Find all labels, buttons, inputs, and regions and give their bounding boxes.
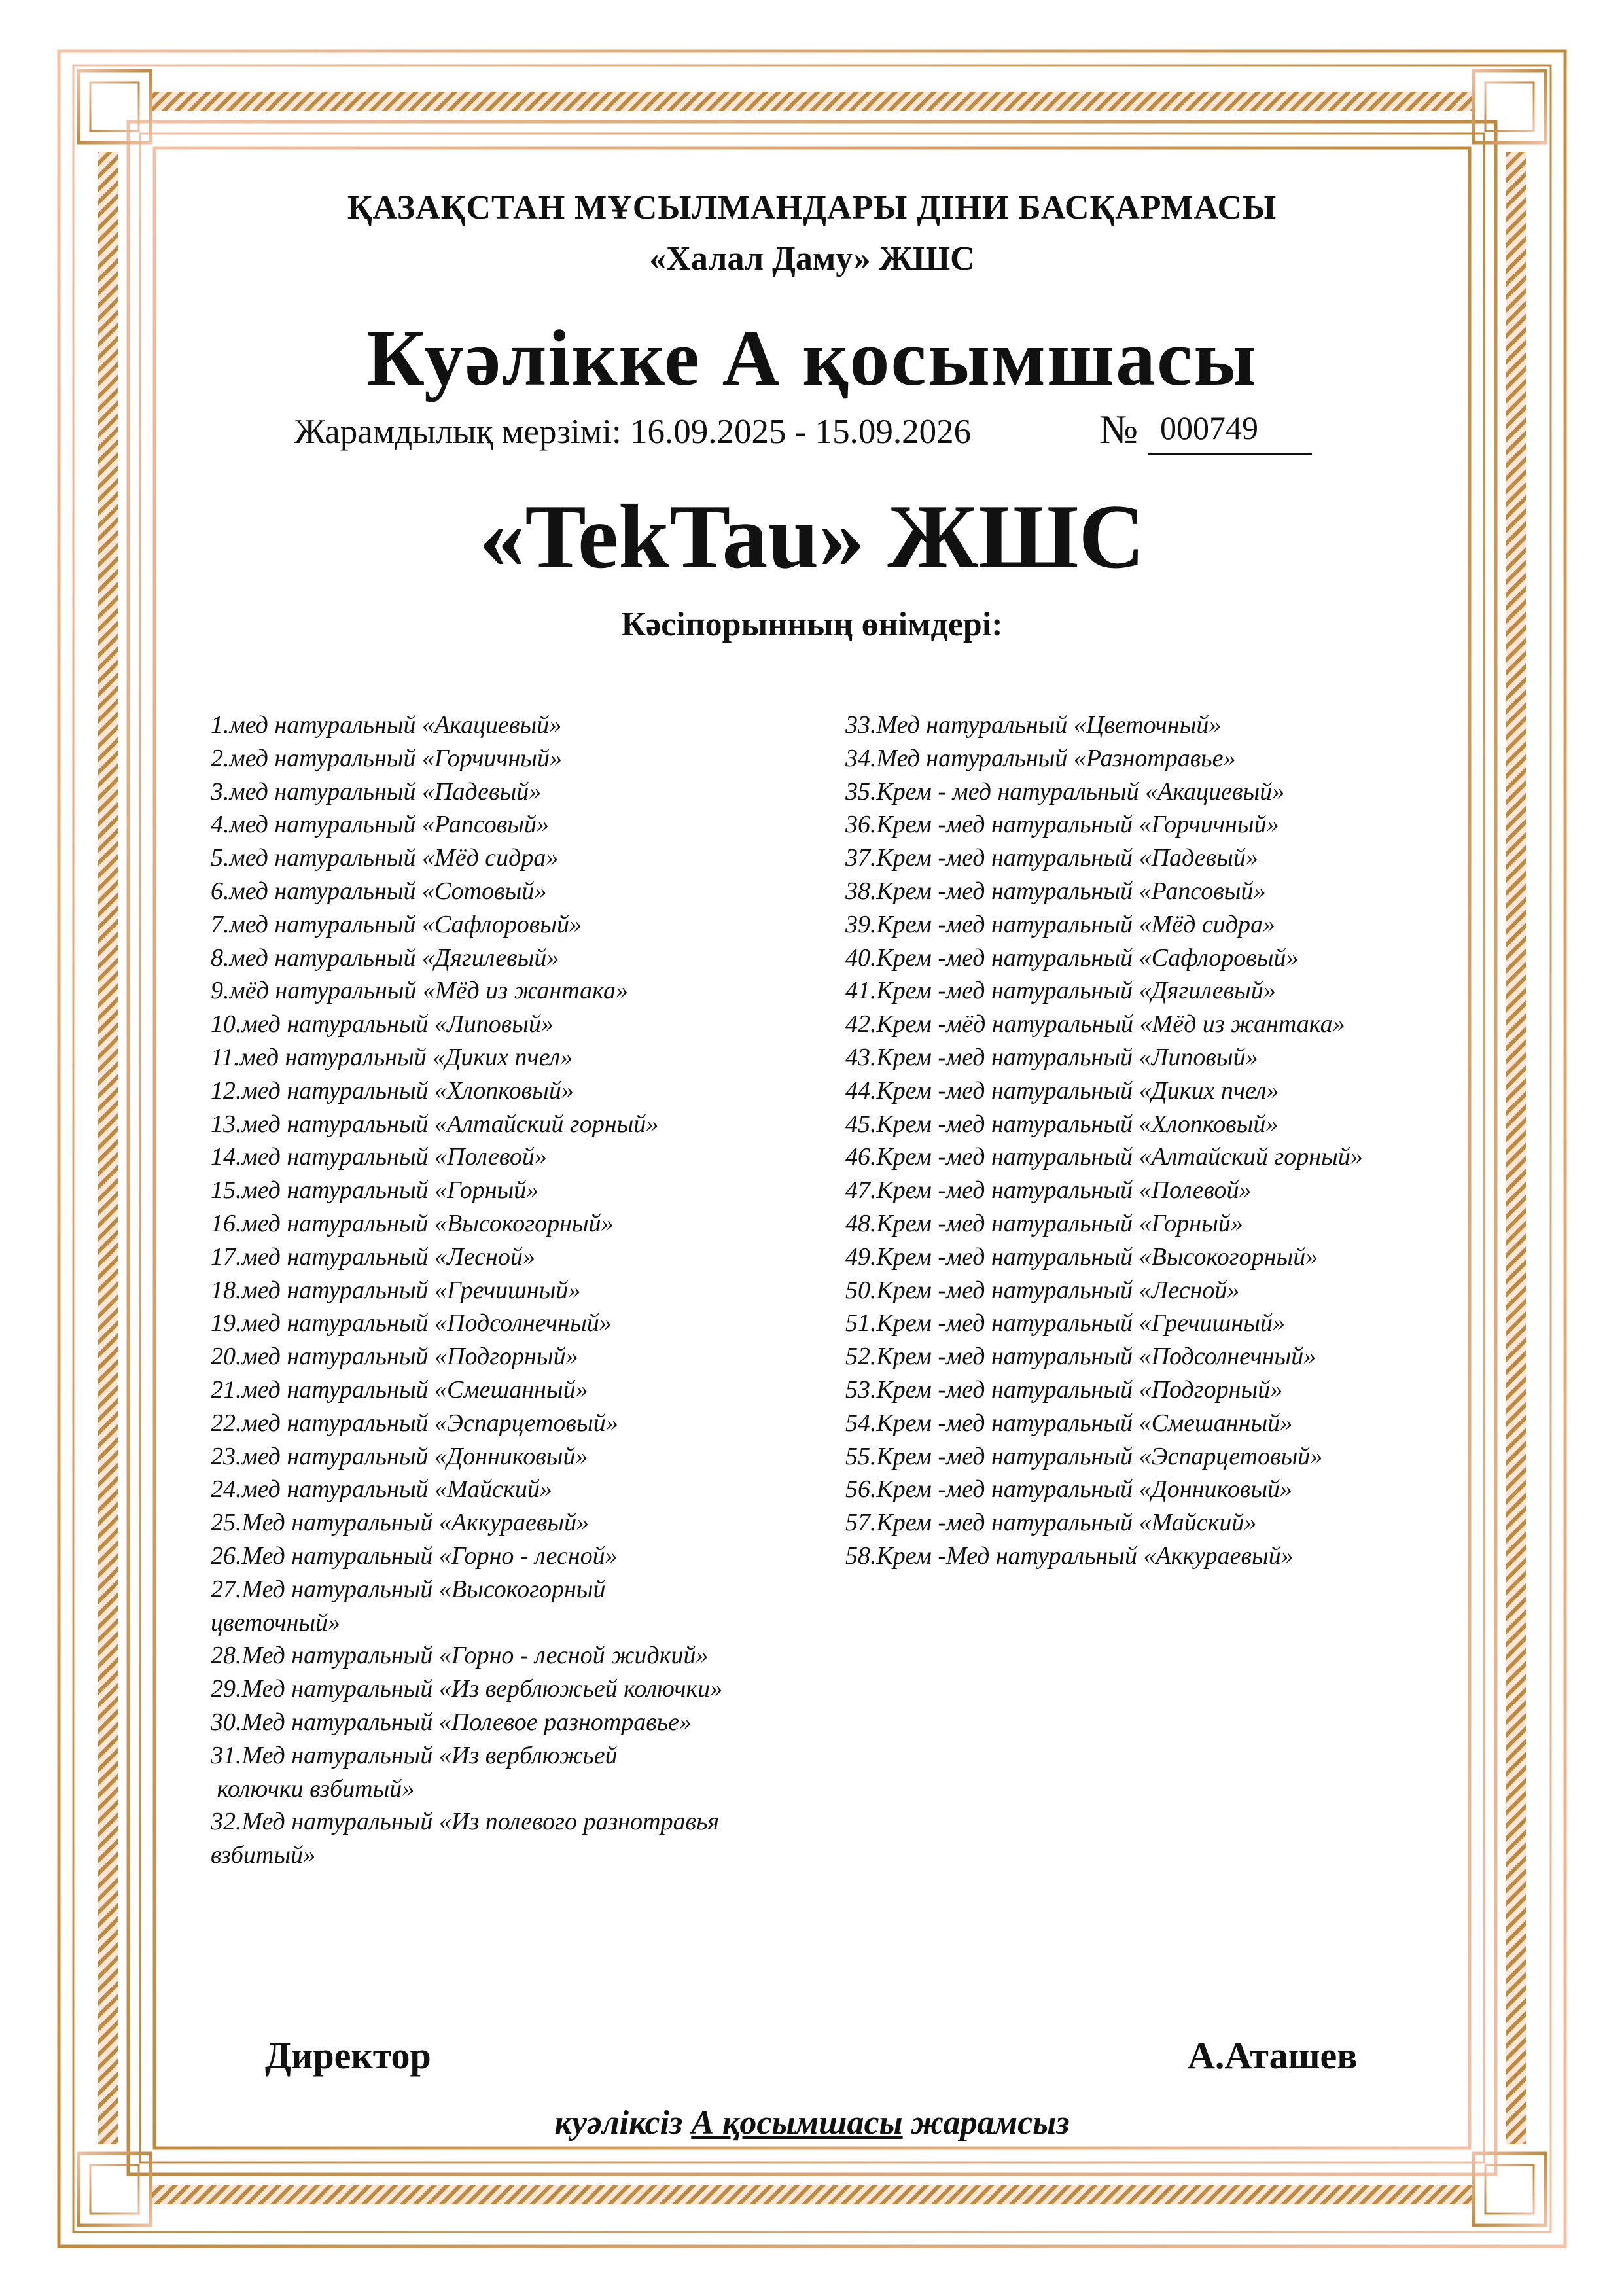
issuer-name: «Халал Даму» ЖШС [649, 240, 975, 277]
product-item: 30.Мед натуральный «Полевое разнотравье» [211, 1708, 692, 1736]
product-item: 40.Крем -мед натуральный «Сафлоровый» [845, 944, 1299, 972]
product-item: 19.мед натуральный «Подсолнечный» [211, 1309, 612, 1337]
product-item: 21.мед натуральный «Смешанный» [211, 1375, 588, 1404]
product-item: 36.Крем -мед натуральный «Горчичный» [845, 811, 1279, 839]
product-item: 37.Крем -мед натуральный «Падевый» [845, 844, 1258, 872]
product-item: 39.Крем -мед натуральный «Мёд сидра» [845, 910, 1275, 938]
product-item: 45.Крем -мед натуральный «Хлопковый» [845, 1110, 1279, 1138]
product-item: 31.Мед натуральный «Из верблюжьей колючки взбитый» [211, 1741, 618, 1803]
product-item: 42.Крем -мёд натуральный «Мёд из жантака» [845, 1010, 1345, 1038]
product-item: 10.мед натуральный «Липовый» [211, 1010, 554, 1038]
product-item: 48.Крем -мед натуральный «Горный» [845, 1209, 1243, 1237]
number-label: № [1099, 408, 1139, 452]
validity-period: Жарамдылық мерзімі: 16.09.2025 - 15.09.2026 [294, 413, 972, 451]
product-item: 28.Мед натуральный «Горно - лесной жидкий» [211, 1642, 709, 1670]
product-item: 26.Мед натуральный «Горно - лесной» [211, 1542, 618, 1570]
product-item: 33.Мед натуральный «Цветочный» [845, 711, 1222, 739]
product-item: 13.мед натуральный «Алтайский горный» [211, 1110, 659, 1138]
product-item: 29.Мед натуральный «Из верблюжьей колючки» [211, 1675, 723, 1703]
product-item: 51.Крем -мед натуральный «Гречишный» [845, 1309, 1285, 1337]
footer-note-before: куәліксіз [554, 2104, 692, 2142]
product-item: 24.мед натуральный «Майский» [211, 1475, 552, 1504]
document-title: Куәлікке А қосымшасы [366, 314, 1258, 402]
footer-note [0, 2104, 1624, 2142]
product-item: 18.мед натуральный «Гречишный» [211, 1276, 581, 1304]
products-heading: Кәсіпорынның өнімдері: [621, 606, 1003, 643]
director-label: Директор [265, 2034, 431, 2077]
product-item: 43.Крем -мед натуральный «Липовый» [845, 1043, 1258, 1071]
certificate-number: 000749 [1148, 409, 1312, 455]
product-item: 25.Мед натуральный «Аккураевый» [211, 1509, 590, 1537]
product-item: 11.мед натуральный «Диких пчел» [211, 1043, 573, 1071]
product-item: 1.мед натуральный «Акациевый» [211, 711, 562, 739]
product-item: 56.Крем -мед натуральный «Донниковый» [845, 1475, 1293, 1504]
product-item: 49.Крем -мед натуральный «Высокогорный» [845, 1243, 1318, 1271]
product-item: 58.Крем -Мед натуральный «Аккураевый» [845, 1542, 1294, 1570]
product-item: 4.мед натуральный «Рапсовый» [211, 811, 549, 839]
products-list-left [211, 709, 839, 1872]
product-item: 54.Крем -мед натуральный «Смешанный» [845, 1409, 1293, 1437]
product-item: 35.Крем - мед натуральный «Акациевый» [845, 777, 1285, 805]
product-item: 3.мед натуральный «Падевый» [211, 777, 542, 805]
products-list-right [845, 709, 1487, 1573]
footer-note-after: жарамсыз [902, 2104, 1070, 2142]
product-item: 14.мед натуральный «Полевой» [211, 1143, 547, 1171]
product-item: 27.Мед натуральный «Высокогорный цветочный» [211, 1575, 606, 1636]
product-item: 15.мед натуральный «Горный» [211, 1176, 539, 1205]
product-item: 55.Крем -мед натуральный «Эспарцетовый» [845, 1442, 1323, 1470]
product-item: 41.Крем -мед натуральный «Дягилевый» [845, 977, 1276, 1005]
product-item: 17.мед натуральный «Лесной» [211, 1243, 535, 1271]
director-name: А.Аташев [1188, 2034, 1358, 2077]
product-item: 52.Крем -мед натуральный «Подсолнечный» [845, 1343, 1316, 1371]
product-item: 16.мед натуральный «Высокогорный» [211, 1209, 614, 1237]
organization-name: ҚАЗАҚСТАН МҰСЫЛМАНДАРЫ ДІНИ БАСҚАРМАСЫ [347, 189, 1277, 226]
product-item: 20.мед натуральный «Подгорный» [211, 1343, 578, 1371]
footer-note-underlined: А қосымшасы [691, 2104, 903, 2142]
product-item: 32.Мед натуральный «Из полевого разнотравья взбитый» [211, 1808, 720, 1869]
product-item: 34.Мед натуральный «Разнотравье» [845, 744, 1236, 772]
product-item: 23.мед натуральный «Донниковый» [211, 1442, 588, 1470]
product-item: 5.мед натуральный «Мёд сидра» [211, 844, 559, 872]
product-item: 50.Крем -мед натуральный «Лесной» [845, 1276, 1240, 1304]
product-item: 8.мед натуральный «Дягилевый» [211, 944, 559, 972]
company-name: «TekTau» ЖШС [479, 486, 1145, 588]
product-item: 7.мед натуральный «Сафлоровый» [211, 910, 582, 938]
product-item: 53.Крем -мед натуральный «Подгорный» [845, 1375, 1283, 1404]
product-item: 12.мед натуральный «Хлопковый» [211, 1076, 574, 1104]
product-item: 2.мед натуральный «Горчичный» [211, 744, 563, 772]
product-item: 57.Крем -мед натуральный «Майский» [845, 1509, 1257, 1537]
product-item: 22.мед натуральный «Эспарцетовый» [211, 1409, 618, 1437]
product-item: 38.Крем -мед натуральный «Рапсовый» [845, 877, 1266, 905]
product-item: 9.мёд натуральный «Мёд из жантака» [211, 977, 629, 1005]
product-item: 47.Крем -мед натуральный «Полевой» [845, 1176, 1252, 1205]
product-item: 44.Крем -мед натуральный «Диких пчел» [845, 1076, 1279, 1104]
product-item: 6.мед натуральный «Сотовый» [211, 877, 547, 905]
product-item: 46.Крем -мед натуральный «Алтайский горный» [845, 1143, 1363, 1171]
